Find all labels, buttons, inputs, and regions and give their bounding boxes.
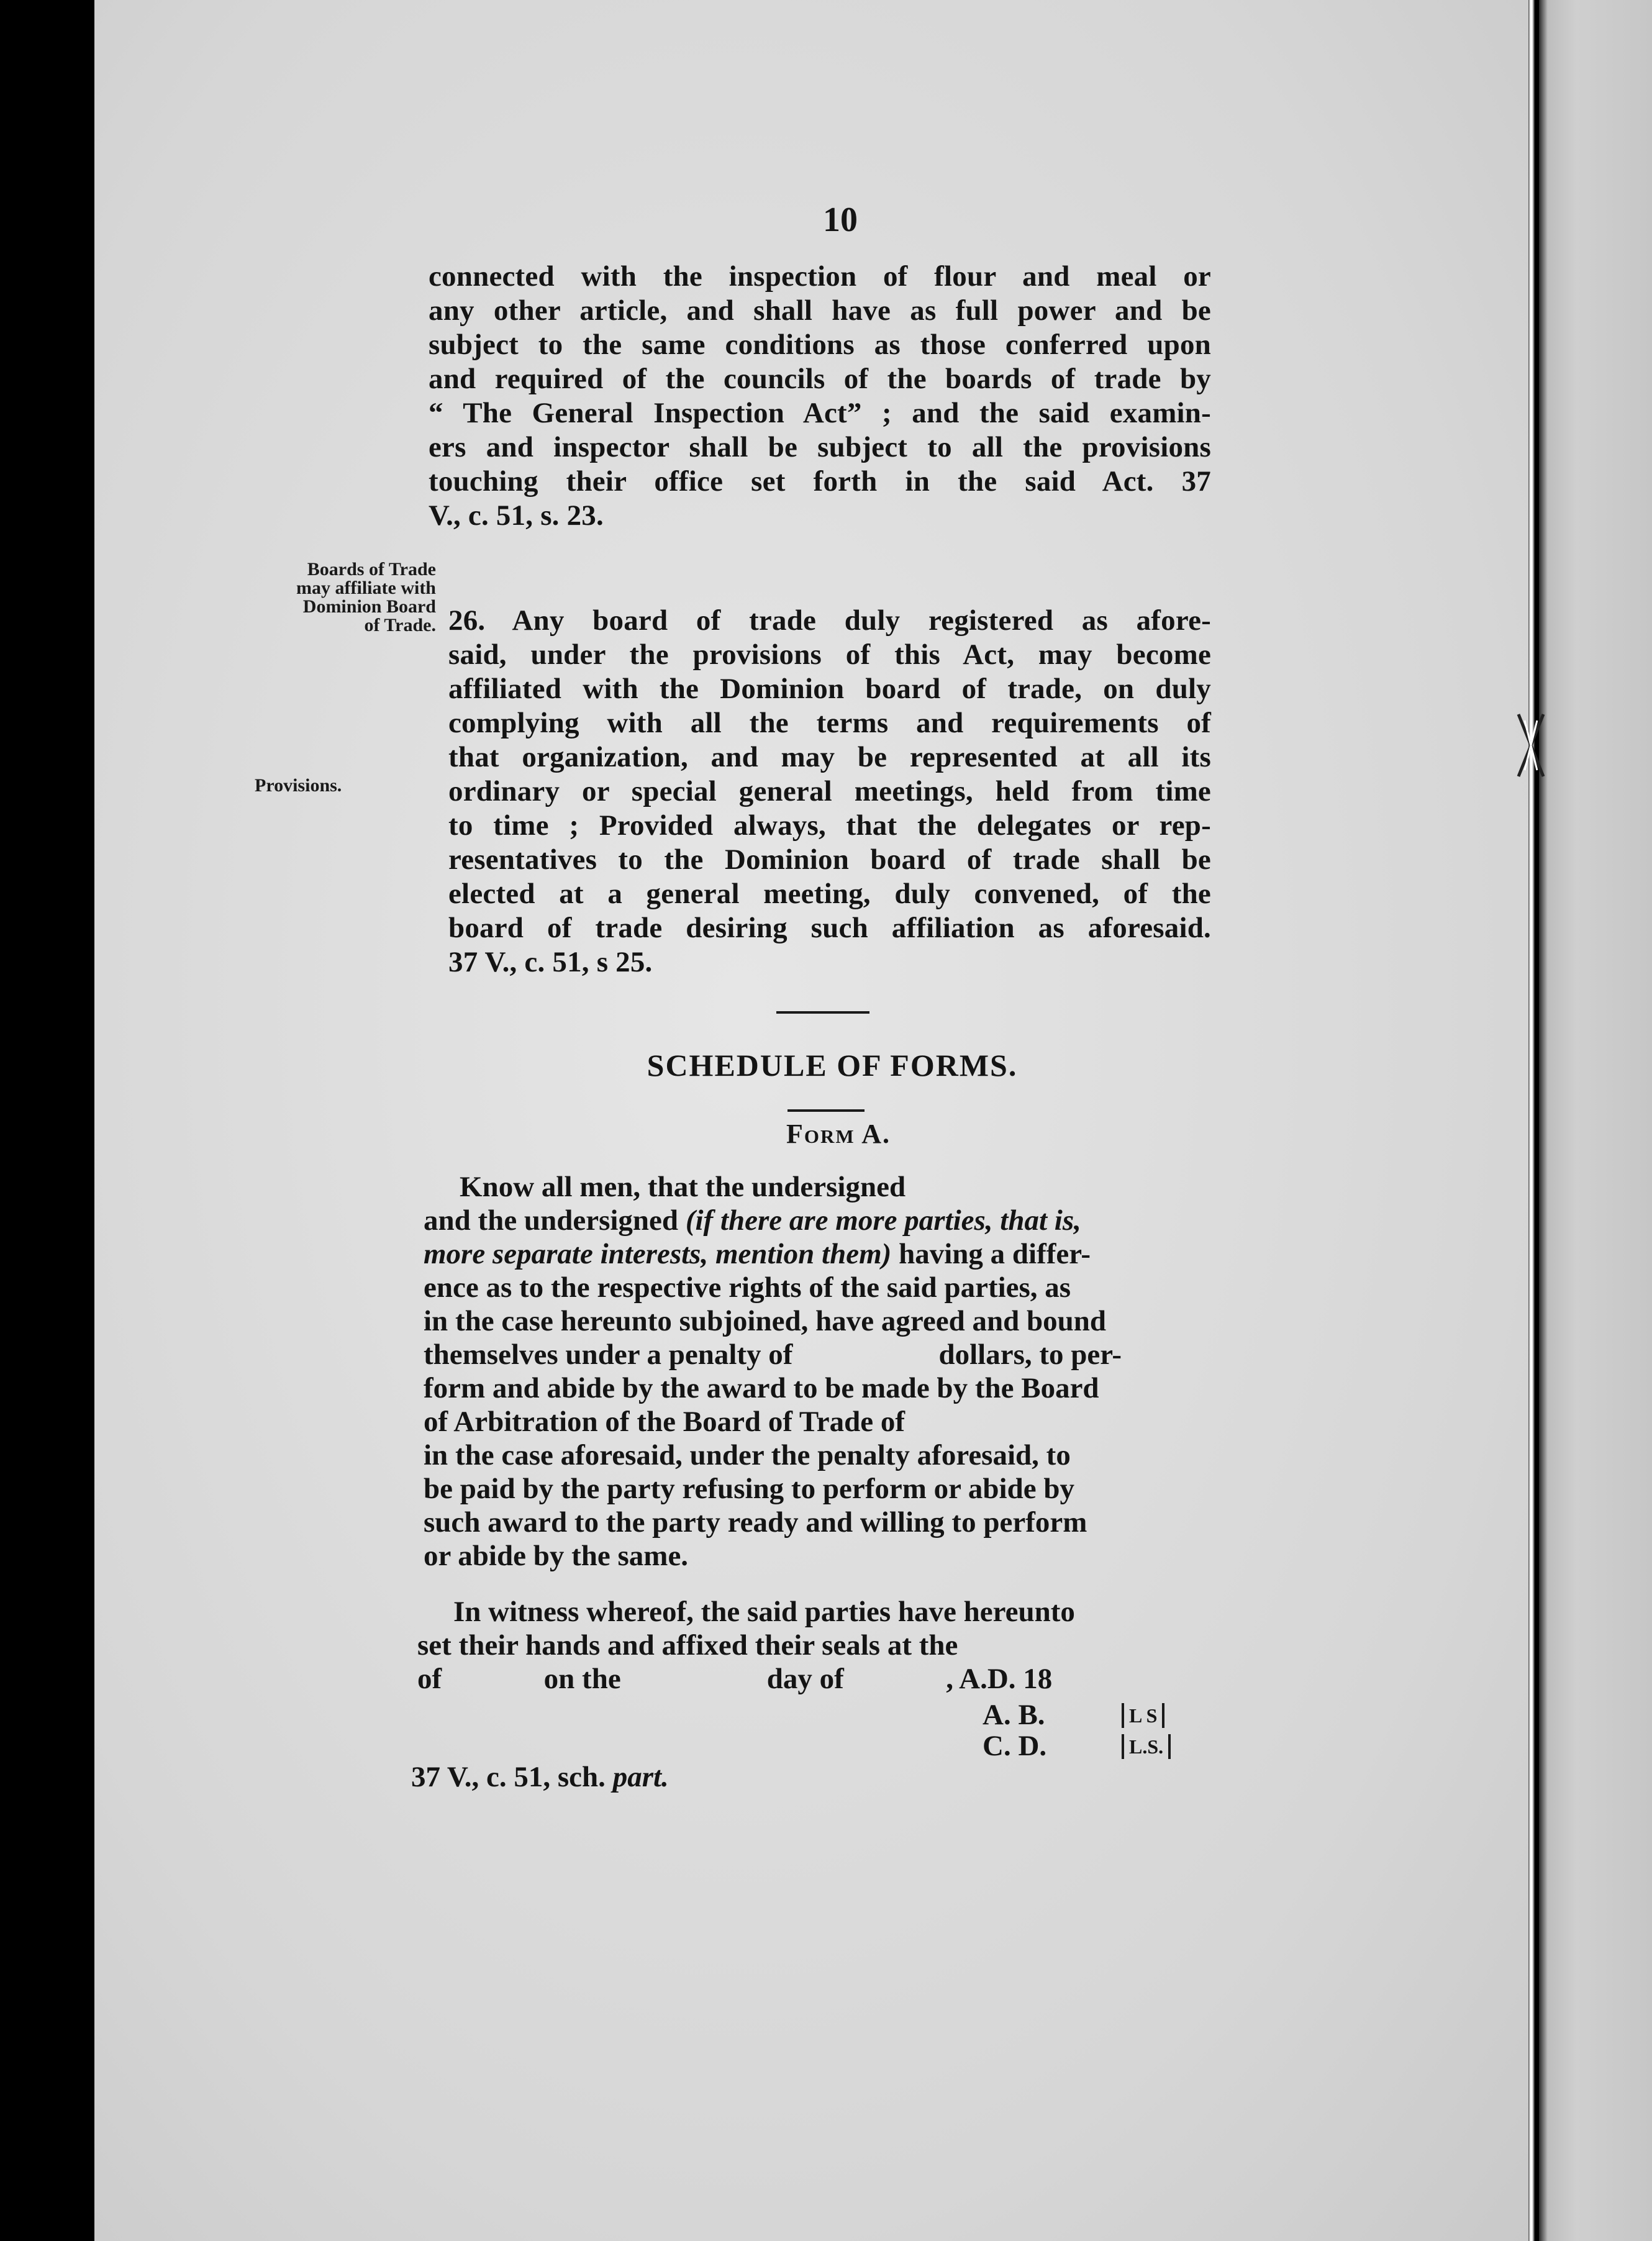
section-23-line: “ The General Inspection Act” ; and the said examin- [429, 397, 1211, 429]
section-26-line: that organization, and may be represented at all its [448, 741, 1211, 773]
form-a-line: of Arbitration of the Board of Trade of [424, 1406, 905, 1438]
section-26 [429, 604, 1211, 980]
form-text: having a differ- [891, 1238, 1091, 1270]
marginal-note-line: may affiliate with [296, 578, 436, 598]
section-26-line: board of trade desiring such affiliation as aforesaid. [448, 912, 1211, 944]
section-23-line: V., c. 51, s. 23. [429, 499, 604, 532]
section-26-line: said, under the provisions of this Act, may become [448, 639, 1211, 671]
section-23-line: any other article, and shall have as full power and be [429, 294, 1211, 327]
witness-line: of on the day of , A.D. 18 [417, 1663, 1053, 1695]
section-26-line: ordinary or special general meetings, held from time [448, 775, 1211, 807]
section-26-line: elected at a general meeting, duly convened, of the [448, 878, 1211, 910]
marginal-note-line: Boards of Trade [307, 559, 436, 580]
form-a-line: such award to the party ready and willing to perform [424, 1506, 1087, 1539]
form-a-line: or abide by the same. [424, 1540, 689, 1572]
heading-divider [787, 1109, 865, 1112]
section-23-line: connected with the inspection of flour and meal or [429, 260, 1211, 293]
section-23-line: ers and inspector shall be subject to all the provisions [429, 431, 1211, 463]
section-26-line: 37 V., c. 51, s 25. [448, 946, 653, 978]
form-a-line: ence as to the respective rights of the said parties, as [424, 1271, 1071, 1304]
marginal-note-line: of Trade. [364, 615, 436, 635]
marginal-note-line: Dominion Board [302, 596, 436, 617]
citation-italic: part. [612, 1761, 669, 1793]
section-23-continuation [429, 260, 1211, 533]
adjacent-page-edge [1539, 0, 1652, 2241]
citation-text: 37 V., c. 51, sch. [411, 1761, 613, 1793]
form-a-line [424, 1204, 1081, 1237]
section-26-line: 26. Any board of trade duly registered as afore- [448, 604, 1211, 637]
form-a-line: be paid by the party refusing to perform or abide by [424, 1473, 1074, 1505]
section-26-line: affiliated with the Dominion board of trade, on duly [448, 673, 1211, 705]
form-a-line: themselves under a penalty of dollars, to per- [424, 1339, 1122, 1371]
form-a-heading: Form A. [786, 1119, 891, 1149]
form-a-line: form and abide by the award to be made by the Board [424, 1372, 1099, 1404]
form-a-line [424, 1237, 1091, 1271]
schedule-heading: SCHEDULE OF FORMS. [647, 1048, 1018, 1083]
section-23-line: touching their office set forth in the said Act. 37 [429, 465, 1211, 498]
schedule-citation [411, 1760, 669, 1794]
form-a-line: Know all men, that the undersigned [460, 1171, 906, 1203]
seal-mark: L.S. [1122, 1734, 1171, 1759]
section-23-line: subject to the same conditions as those conferred upon [429, 329, 1211, 361]
marginal-note-boards-affiliate [242, 560, 436, 635]
section-23-line: and required of the councils of the boards of trade by [429, 363, 1211, 395]
section-26-line: to time ; Provided always, that the delegates or rep- [448, 809, 1211, 842]
marginal-note-provisions: Provisions. [255, 775, 342, 796]
signature-name: A. B. [983, 1699, 1045, 1731]
section-divider [776, 1011, 869, 1014]
form-a-line: in the case hereunto subjoined, have agreed and bound [424, 1305, 1107, 1337]
form-a-line: in the case aforesaid, under the penalty aforesaid, to [424, 1439, 1071, 1471]
binding-edge [1528, 0, 1535, 2241]
binding-thread-icon [1512, 708, 1550, 783]
italic-instruction: (if there are more parties, that is, [685, 1204, 1081, 1237]
signature-name: C. D. [983, 1730, 1047, 1762]
section-26-line: resentatives to the Dominion board of trade shall be [448, 843, 1211, 876]
witness-line: In witness whereof, the said parties have hereunto [453, 1596, 1075, 1628]
section-26-line: complying with all the terms and requirements of [448, 707, 1211, 739]
form-text: and the undersigned [424, 1204, 686, 1237]
italic-instruction: more separate interests, mention them) [424, 1238, 892, 1270]
witness-line: set their hands and affixed their seals at the [417, 1629, 958, 1661]
seal-mark: L S [1122, 1703, 1164, 1728]
page-number: 10 [823, 201, 858, 239]
